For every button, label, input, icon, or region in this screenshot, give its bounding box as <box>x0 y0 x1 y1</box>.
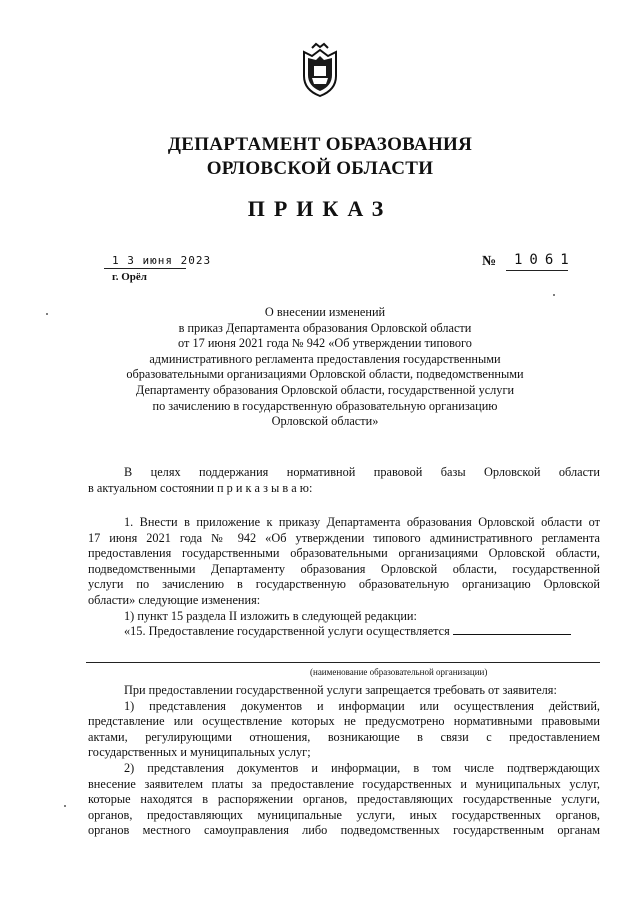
organization-name-blank-line <box>86 662 600 663</box>
item-1-line: области» следующие изменения: <box>88 592 261 607</box>
prohibition-line: При предоставлении государственной услуги запрещается требовать от заявителя: <box>124 683 557 697</box>
department-name-line2: ОРЛОВСКОЙ ОБЛАСТИ <box>206 158 434 179</box>
department-name-line1: ДЕПАРТАМЕНТ ОБРАЗОВАНИЯ <box>167 134 473 155</box>
subject-line: Департаменту образования Орловской области, государственной услуги <box>135 382 515 397</box>
number-underline <box>506 270 568 271</box>
point-1-line: 1) представления документов и информации или осуществления действий, <box>124 698 600 713</box>
scan-speck <box>64 805 66 807</box>
subject-line: от 17 июня 2021 года № 942 «Об утверждении типового <box>178 336 472 351</box>
blank-caption: (наименование образовательной организации) <box>310 667 488 677</box>
item-1-line: подведомственными Департаменту образования Орловской области, государственной <box>88 561 600 576</box>
preamble-line: В целях поддержания нормативной правовой базы Орловской области <box>124 465 600 479</box>
order-date-stamp: 1 3 июня 2023 <box>112 254 212 267</box>
item-1-line: 1. Внести в приложение к приказу Департамента образования Орловской области от <box>124 515 600 529</box>
number-label: № <box>482 254 497 269</box>
order-subject <box>120 305 530 430</box>
item-1-line: предоставления государственными образовательными организациями Орловской области, <box>88 546 600 561</box>
subject-line: образовательными организациями Орловской области, подведомственными <box>126 367 524 382</box>
fill-in-blank <box>453 624 571 635</box>
point-1-line: актами, регулирующими отношения, возникающие в связи с предоставлением <box>88 729 600 744</box>
city-label: г. Орёл <box>112 271 147 283</box>
point-2-line: органов местного самоуправления либо подведомственных государственным органам <box>88 823 600 838</box>
order-number: 1061 <box>514 252 576 268</box>
point-1-line: представление или осуществление которых не предусмотрено нормативными правовыми <box>88 714 600 729</box>
prohibition-paragraph <box>88 683 600 839</box>
coat-of-arms-icon <box>298 42 342 98</box>
preamble-line: в актуальном состоянии п р и к а з ы в а ю: <box>88 480 313 495</box>
point-2-line: органов, предоставляющих муниципальные услуги, иных государственных органов, <box>88 807 600 822</box>
point-2-line: 2) представления документов и информации, в том числе подтверждающих <box>124 760 600 775</box>
subject-line: О внесении изменений <box>264 305 386 319</box>
point-2-line: которые находятся в распоряжении органов, предоставляющих государственные услуги, <box>88 792 600 807</box>
quote-line <box>88 624 600 640</box>
item-1-line: 17 июня 2021 года № 942 «Об утверждении типового административного регламента <box>88 530 600 545</box>
subject-line: административного регламента предоставления государственными <box>149 351 501 366</box>
document-type: ПРИКАЗ <box>247 196 393 221</box>
quote-text: «15. Предоставление государственной услуги осуществляется <box>124 624 450 639</box>
subitem-line: 1) пункт 15 раздела II изложить в следующей редакции: <box>124 608 417 623</box>
subject-line: Орловской области» <box>271 414 379 429</box>
preamble-paragraph <box>88 465 600 496</box>
item-1-line: услуги по зачислению в государственную образовательную организацию Орловской <box>88 577 600 592</box>
item-1-paragraph <box>88 515 600 640</box>
scan-speck <box>46 313 48 315</box>
subject-line: в приказ Департамента образования Орловской области <box>178 320 472 335</box>
date-underline <box>104 268 186 269</box>
point-2-line: внесение заявителем платы за предоставление государственных и муниципальных услуг, <box>88 776 600 791</box>
subject-line: по зачислению в государственную образовательную организацию <box>152 398 498 413</box>
scan-speck <box>553 294 555 296</box>
point-1-line: государственных и муниципальных услуг; <box>88 745 311 760</box>
